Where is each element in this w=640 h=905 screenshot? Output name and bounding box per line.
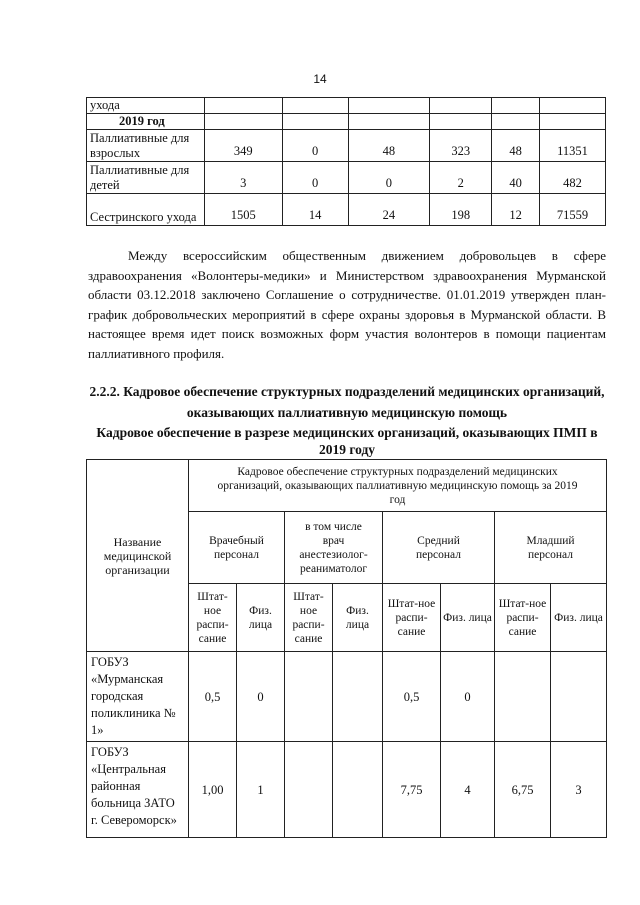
table-cell — [285, 652, 333, 742]
table-cell: 48 — [348, 130, 430, 162]
year-label: 2019 год — [87, 114, 205, 130]
table-cell: 0,5 — [383, 652, 441, 742]
table-cell — [333, 652, 383, 742]
table-cell: 24 — [348, 194, 430, 226]
col-group-anesthesiologist: в том числе врач анестезиолог-реаниматолог — [285, 512, 383, 584]
table-row — [87, 652, 607, 742]
table-cell — [495, 652, 551, 742]
table-cell: 11351 — [540, 130, 606, 162]
org-column-header: Название медицинской организации — [87, 460, 189, 652]
sub-header-persons: Физ. лица — [441, 584, 495, 652]
stats-table — [86, 97, 606, 226]
table-cell: 4 — [441, 742, 495, 838]
page-number: 14 — [313, 72, 327, 86]
table-cell — [551, 652, 607, 742]
table-cell: 0 — [282, 130, 348, 162]
table-cell: 71559 — [540, 194, 606, 226]
sub-header-staff: Штат-ное распи-сание — [189, 584, 237, 652]
row-label: Сестринского ухода — [87, 194, 205, 226]
table-caption: Кадровое обеспечение в разрезе медицинских организаций, оказывающих ПМП в 2019 году — [96, 425, 598, 457]
sub-header-staff: Штат-ное распи-сание — [383, 584, 441, 652]
section-heading: 2.2.2. Кадровое обеспечение структурных подразделений медицинских организаций, оказывающих паллиативную медицинскую помощь — [89, 384, 605, 420]
table-cell: ухода — [87, 98, 205, 114]
table-cell: 482 — [540, 162, 606, 194]
table-cell: 3 — [551, 742, 607, 838]
col-group-junior: Младший персонал — [495, 512, 607, 584]
table-cell: 0,5 — [189, 652, 237, 742]
table-cell: 12 — [492, 194, 540, 226]
staffing-table — [86, 459, 607, 838]
table-cell: 3 — [204, 162, 282, 194]
table-cell: 1 — [237, 742, 285, 838]
sub-header-persons: Физ. лица — [333, 584, 383, 652]
table-cell: 1,00 — [189, 742, 237, 838]
sub-header-staff: Штат-ное распи-сание — [285, 584, 333, 652]
table-cell: 48 — [492, 130, 540, 162]
table-cell: 6,75 — [495, 742, 551, 838]
table-row — [87, 130, 606, 162]
table-cell: 40 — [492, 162, 540, 194]
table-cell: 14 — [282, 194, 348, 226]
table-row — [87, 194, 606, 226]
table-cell — [333, 742, 383, 838]
table-cell: 2 — [430, 162, 492, 194]
table-cell: 0 — [237, 652, 285, 742]
group-header: Кадровое обеспечение структурных подразделений медицинских организаций, оказывающих паллиативную медицинскую помощь за 2019 год — [189, 460, 607, 512]
table-cell: 0 — [282, 162, 348, 194]
row-label: Паллиативные для детей — [87, 162, 205, 194]
table-row — [87, 162, 606, 194]
table-cell — [285, 742, 333, 838]
table-cell: 349 — [204, 130, 282, 162]
table-cell: 198 — [430, 194, 492, 226]
col-group-doctors: Врачебный персонал — [189, 512, 285, 584]
sub-header-persons: Физ. лица — [551, 584, 607, 652]
table-cell: 0 — [441, 652, 495, 742]
table-row — [87, 742, 607, 838]
sub-header-staff: Штат-ное распи-сание — [495, 584, 551, 652]
org-name: ГОБУЗ «Центральная районная больница ЗАТО г. Североморск» — [87, 742, 189, 838]
sub-header-persons: Физ. лица — [237, 584, 285, 652]
table-cell: 7,75 — [383, 742, 441, 838]
org-name: ГОБУЗ «Мурманская городская поликлиника № 1» — [87, 652, 189, 742]
body-paragraph: Между всероссийским общественным движением добровольцев в сфере здравоохранения «Волонтеры-медики» и Министерством здравоохранения Мурманской области 03.12.2018 заключено Соглашение о сотрудничестве. 01.01.2019 утвержден план-график добровольческих мероприятий в сфере охраны здоровья в Мурманской области. В настоящее время идет поиск возможных форм участия волонтеров в помощи пациентам паллиативного профиля. — [88, 248, 606, 361]
col-group-nurses: Средний персонал — [383, 512, 495, 584]
table-cell: 0 — [348, 162, 430, 194]
table-cell: 1505 — [204, 194, 282, 226]
row-label: Паллиативные для взрослых — [87, 130, 205, 162]
table-cell: 323 — [430, 130, 492, 162]
